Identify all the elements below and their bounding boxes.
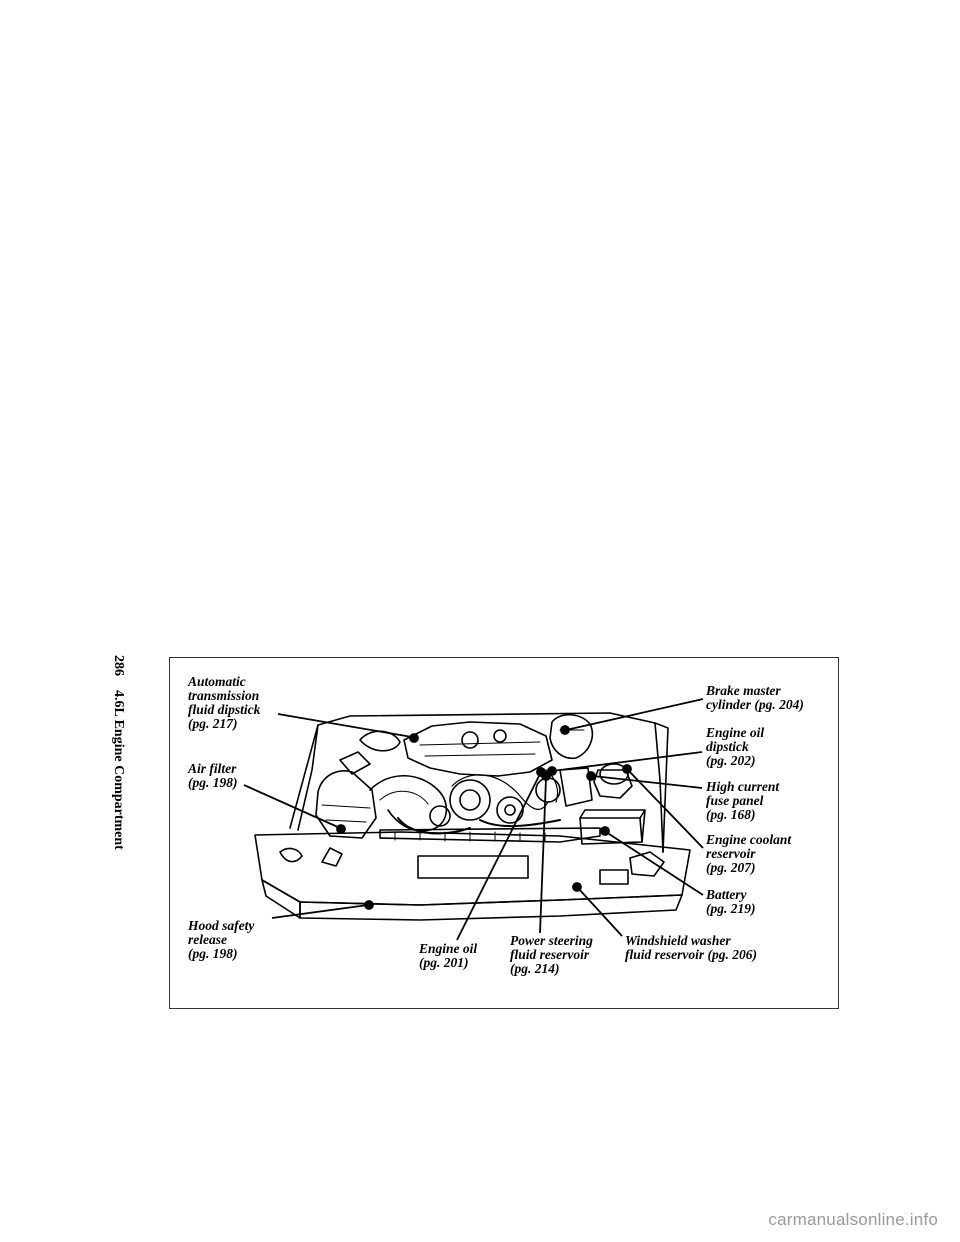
leader-fuse-panel — [593, 776, 702, 788]
leader-washer-reservoir — [578, 888, 622, 936]
brake-master-cylinder — [550, 715, 592, 759]
label-coolant-reservoir: Engine coolant reservoir (pg. 207) — [706, 832, 792, 875]
label-washer-reservoir: Windshield washer fluid reservoir (pg. 206) — [625, 933, 757, 962]
battery-box — [580, 818, 642, 844]
pulley-main — [450, 780, 490, 820]
label-brake-master: Brake master cylinder (pg. 204) — [706, 683, 804, 712]
label-fuse-panel: High current fuse panel (pg. 168) — [706, 779, 780, 822]
intake-manifold — [404, 722, 552, 776]
label-battery: Battery (pg. 219) — [706, 887, 756, 916]
leader-hood-release — [272, 905, 368, 918]
watermark: carmanualsonline.info — [768, 1210, 938, 1229]
page-number: 286 — [111, 655, 126, 676]
section-title: 4.6L Engine Compartment — [111, 690, 126, 850]
air-filter-box — [316, 771, 376, 838]
label-engine-oil-fill: Engine oil (pg. 201) — [419, 941, 478, 970]
leader-brake-master — [566, 699, 703, 730]
label-atf-dipstick: Automatic transmission fluid dipstick (pg. 217) — [188, 674, 261, 731]
label-oil-dipstick: Engine oil dipstick (pg. 202) — [706, 725, 765, 768]
label-power-steering: Power steering fluid reservoir (pg. 214) — [510, 933, 593, 976]
label-hood-release: Hood safety release (pg. 198) — [188, 918, 255, 961]
label-air-filter: Air filter (pg. 198) — [188, 761, 238, 790]
leader-battery — [606, 832, 703, 895]
